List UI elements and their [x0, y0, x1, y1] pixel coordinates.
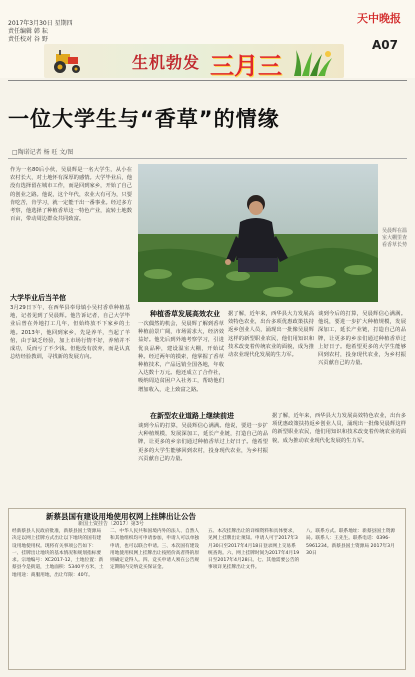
notice-column-4: 八、联系方式。联系地址：新蔡县国土资源局。联系人：王先生。联系电话：0396-5961234。新蔡县国土资源局 2017年3月30日 — [306, 529, 396, 556]
article-column-1: 3月29日下午，在西华县奉母镇小吴村香草种植基地，记者见到了吴晨辉。他告诉记者，自己大学毕业后曾在外地打工几年，但始终放不下家乡的土地。2013年，他回到家乡，先是养羊，当起了羊倌，由于缺乏经验，加上市场行情不好，养殖并不成功，反而亏了不少钱。但他没有放弃，而是认真总结经验教训，寻找新的发展方向。 — [10, 305, 130, 361]
subhead-2: 种植香草发展高效农业 — [150, 310, 220, 318]
article-column-3: 谈到今后的打算，吴晨辉信心满满。他说，要进一步扩大种植规模，发展深加工，延长产业链，打造自己的品牌，让更多的乡亲们通过种植香草过上好日子。他希望更多的大学生能够回到农村，投身现代农业，为乡村振兴贡献自己的力量。 — [138, 423, 268, 462]
article-headline: 一位大学生与“香草”的情缘 — [8, 107, 280, 131]
article-column-4: 据了解，近年来，西华县大力发展高效特色农业，出台多项优惠政策扶持返乡创业人员，涌现出一批像吴晨辉这样的新型职业农民，他们用知识和技术改变着传统农业的面貌，成为推动农业现代化发展的生力军。 — [272, 413, 406, 444]
notice-title: 新蔡县国有建设用地使用权网上挂牌出让公告 — [46, 512, 196, 521]
page-number: A07 — [372, 38, 398, 52]
notice-subtitle: 新国土资挂告〔2017〕第3号 — [78, 521, 144, 527]
subhead-3: 在新型农业道路上继续前进 — [150, 412, 234, 420]
photo-caption: 吴晨辉在温室大棚里查看香草长势 — [382, 228, 408, 248]
issue-date: 2017年3月30日 星期四 — [8, 20, 73, 27]
notice-column-2: 二、中华人民共和国境内外的法人、自然人和其他组织均可申请参加，申请人可以单独申请，也可以联合申请。三、本次国有建设用地使用权网上挂牌出让按照价高者得的原则确定竞得人。四、竞买申请人须在公告规定期限内交纳竞买保证金。 — [110, 529, 200, 571]
grass-icon — [292, 48, 334, 76]
article-column-2c: 谈到今后的打算，吴晨辉信心满满。他说，要进一步扩大种植规模，发展深加工，延长产业链，打造自己的品牌，让更多的乡亲们通过种植香草过上好日子。他希望更多的大学生能够回到农村，投身现代农业，为乡村振兴贡献自己的力量。 — [318, 311, 406, 367]
banner-title: 三月三 — [210, 52, 282, 80]
banner-subtitle: 生机勃发 — [132, 53, 201, 72]
article-byline: □陶诺记者 杨 旺 文/图 — [12, 149, 74, 156]
subhead-1: 大学毕业后当羊倌 — [10, 294, 66, 302]
article-photo — [138, 164, 378, 302]
article-column-2b: 据了解，近年来，西华县大力发展高效特色农业，出台多项优惠政策扶持返乡创业人员，涌现出一批像吴晨辉这样的新型职业农民，他们用知识和技术改变着传统农业的面貌，成为推动农业现代化发展的生力军。 — [228, 311, 314, 359]
divider — [8, 80, 407, 81]
newspaper-logo: 天中晚报 — [357, 12, 401, 25]
notice-column-3: 五、本次挂牌出让的详细资料和具体要求，见网上挂牌出让须知。申请人可于2017年3月30日至2017年4月18日登录网上交易系统查询。六、网上挂牌时间为2017年4月19日至2017年4月28日。七、其他需要公告的事项详见挂牌出让文件。 — [208, 529, 300, 571]
article-column-2: 一次偶然的机会，吴晨辉了解到香草种植前景广阔，市场需求大，经济效益好。他先后到外地考察学习，引进优良品种，建设温室大棚，开始试种。经过两年的摸索，他掌握了香草种植技术，产品远销全国各地，年收入达数十万元。他还成立了合作社，吸纳周边贫困户入社务工，帮助他们增加收入，走上致富之路。 — [138, 321, 224, 393]
editor-credit: 责任编辑 韩 耘 — [8, 28, 48, 35]
lead-paragraph: 作为一名80后小伙，吴晨辉是一名大学生，从小在农村长大，对土地怀有深厚的感情。大学毕业后，他没有选择留在城市工作，而是回到家乡，开始了自己的创业之路。他说，这个年代，农业大有可为，只要肯吃苦，肯学习，就一定能干出一番事业。经过多方考察，他选择了种植香草这一特色产业，流转土地数百亩，带动周边群众共同致富。 — [10, 167, 132, 223]
masthead — [0, 0, 415, 78]
checker-credit: 责任校对 谷 野 — [8, 36, 48, 43]
notice-column-1: 经新蔡县人民政府批准，新蔡县国土资源局决定以网上挂牌方式出让以下地块的国有建设用地使用权。现将有关事项公告如下：一、挂牌出让地块的基本情况和规划指标要求。宗地编号：XC2017-12，土地位置：新蔡县今是街道，土地面积：5340平方米，土地用途：商服用地，出让年限：40年。 — [12, 529, 104, 578]
divider — [8, 158, 407, 159]
section-banner — [44, 44, 344, 78]
tractor-icon — [50, 48, 84, 74]
